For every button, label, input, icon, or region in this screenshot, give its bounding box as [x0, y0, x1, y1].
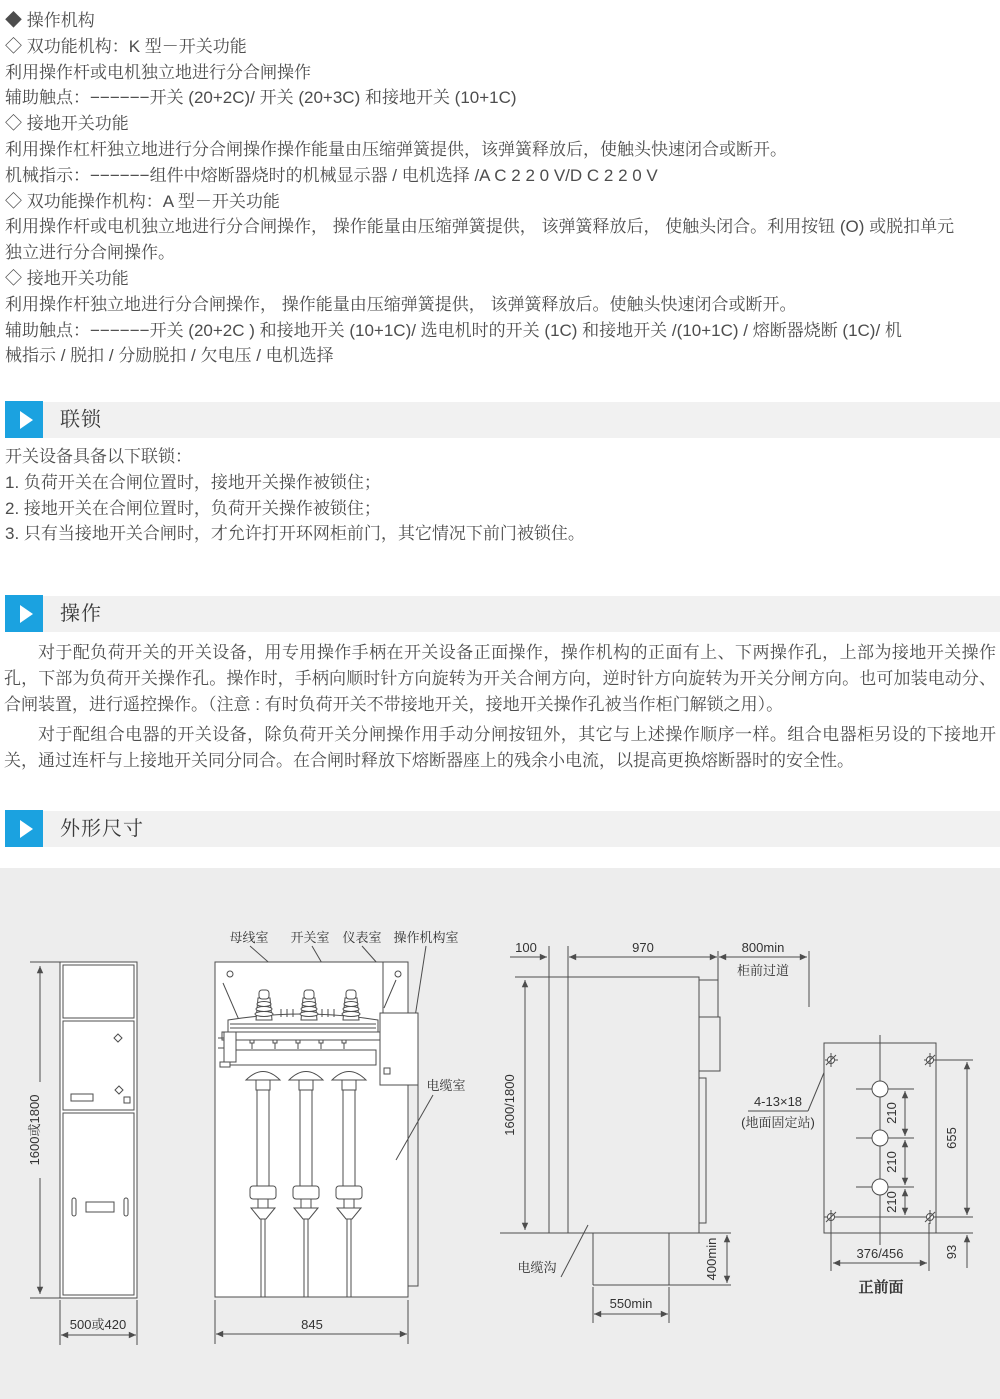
section-header-operation [5, 595, 1000, 632]
section-arrow-icon [5, 595, 43, 632]
section-title-dimensions: 外形尺寸 [60, 818, 144, 840]
side-width-label: 845 [301, 1317, 323, 1332]
text-line: 辅助触点：−−−−−−开关 (20+2C)/ 开关 (20+3C) 和接地开关 (10+1C) [5, 88, 517, 108]
install-height-label: 1600/1800 [502, 1074, 517, 1136]
section-header-bar [25, 402, 1000, 438]
front-height-label: 1600或1800 [27, 1094, 42, 1166]
room-cable-label: 电缆室 [426, 1078, 466, 1093]
front-view-drawing [27, 962, 137, 1345]
edge-93-label: 93 [944, 1244, 959, 1260]
trench-depth-label: 400min [704, 1237, 719, 1281]
text-line: 利用操作杠杆独立地进行分合闸操作操作能量由压缩弹簧提供，该弹簧释放后，使触头快速闭合或断开。 [5, 139, 787, 159]
front-width-label: 500或420 [69, 1317, 127, 1332]
pitch-label: 210 [884, 1151, 899, 1173]
section-header-bar [25, 811, 1000, 847]
handle-slot [71, 1094, 93, 1101]
section-header-dimensions [5, 810, 1000, 847]
text-line: ◇ 接地开关功能 [5, 268, 129, 288]
fixing-holes-note: (地面固定站) [741, 1115, 815, 1130]
text-line: 3. 只有当接地开关合闸时，才允许打开环网柜前门，其它情况下前门被锁住。 [5, 524, 585, 544]
text-line: 利用操作杆或电机独立地进行分合闸操作 [5, 62, 311, 82]
room-switch-label: 开关室 [290, 930, 330, 945]
section-header-bar [25, 596, 1000, 632]
dim-100-label: 100 [515, 940, 537, 955]
text-line: 独立进行分合闸操作。 [5, 243, 175, 263]
section-header-interlock [5, 401, 1000, 438]
text-line: 利用操作杆或电机独立地进行分合闸操作， 操作能量由压缩弹簧提供， 该弹簧释放后， 使触头闭合。利用按钮 (O) 或脱扣单元 [5, 217, 955, 237]
text-line: 开关设备具备以下联锁： [5, 447, 192, 466]
install-view-drawing [500, 940, 809, 1323]
dim-800min-label: 800min [741, 940, 785, 955]
text-line: ◇ 双功能操作机构：A 型－开关功能 [5, 191, 280, 211]
side-view-drawing [215, 930, 466, 1344]
room-instrument-label: 仪表室 [342, 930, 382, 945]
pitch-label: 210 [884, 1102, 899, 1124]
room-mechanism-label: 操作机构室 [393, 930, 459, 945]
paragraph: 对于配负荷开关的开关设备，用专用操作手柄在开关设备正面操作，操作机构的正面有上、下两操作孔，上部为接地开关操作孔，下部为负荷开关操作孔。操作时，手柄向顺时针方向旋转为开关合闸方向，逆时针方向旋转为开关分闸方向。也可加装电动分、合闸装置，进行遥控操作。（注意 : 有时负荷开关不带接地开关，接地开关操作孔被当作柜门解锁之用）。 [4, 643, 996, 714]
span-655-label: 655 [944, 1127, 959, 1149]
section-arrow-icon [5, 810, 43, 847]
text-line: ◆ 操作机构 [5, 11, 95, 30]
interlock-text-block [5, 444, 998, 547]
foundation-width-label: 376/456 [856, 1246, 904, 1261]
outline-dimensions-panel [0, 868, 1000, 1399]
dim-970-label: 970 [632, 940, 654, 955]
paragraph: 对于配组合电器的开关设备，除负荷开关分闸操作用手动分闸按钮外，其它与上述操作顺序一样。组合电器柜另设的下接地开关，通过连杆与上接地开关同分同合。在合闸时释放下熔断器座上的残余小电流，以提高更换熔断器时的安全性。 [4, 725, 996, 771]
text-line: ◇ 双功能机构：K 型－开关功能 [5, 36, 247, 56]
room-busbar-label: 母线室 [229, 930, 269, 945]
trench-label: 电缆沟 [517, 1260, 557, 1275]
door-handle [86, 1202, 114, 1212]
foundation-plan-drawing [741, 1035, 973, 1296]
aisle-label: 柜前过道 [736, 963, 790, 978]
pitch-label: 210 [884, 1191, 899, 1213]
fixing-holes-label: 4-13×18 [753, 1094, 803, 1109]
section-title-interlock: 联锁 [60, 409, 102, 431]
section-arrow-icon [5, 401, 43, 438]
text-line: 1. 负荷开关在合闸位置时，接地开关操作被锁住； [5, 472, 381, 492]
mechanism-text-block [5, 8, 998, 369]
section-title-operation: 操作 [60, 603, 102, 625]
text-line: 辅助触点：−−−−−−开关 (20+2C ) 和接地开关 (10+1C)/ 选电机时的开关 (1C) 和接地开关 /(10+1C) / 熔断器烧断 (1C)/ 机 [5, 320, 902, 340]
text-line: ◇ 接地开关功能 [5, 114, 129, 134]
trench-width-label: 550min [609, 1296, 653, 1311]
text-line: 械指示 / 脱扣 / 分励脱扣 / 欠电压 / 电机选择 [5, 346, 334, 366]
text-line: 利用操作杆独立地进行分合闸操作， 操作能量由压缩弹簧提供， 该弹簧释放后。使触头快速闭合或断开。 [5, 294, 797, 314]
text-line: 2. 接地开关在合闸位置时，负荷开关操作被锁住； [5, 498, 381, 518]
text-line: 机械指示：−−−−−−组件中熔断器烧时的机械显示器 / 电机选择 /A C 2 2 0 V/D C 2 2 0 V [5, 165, 658, 185]
operation-text-block [4, 640, 996, 779]
front-face-caption: 正前面 [858, 1279, 904, 1296]
cable-hole [872, 1081, 888, 1097]
technical-drawing [0, 868, 1000, 1399]
cable-hole [872, 1130, 888, 1146]
